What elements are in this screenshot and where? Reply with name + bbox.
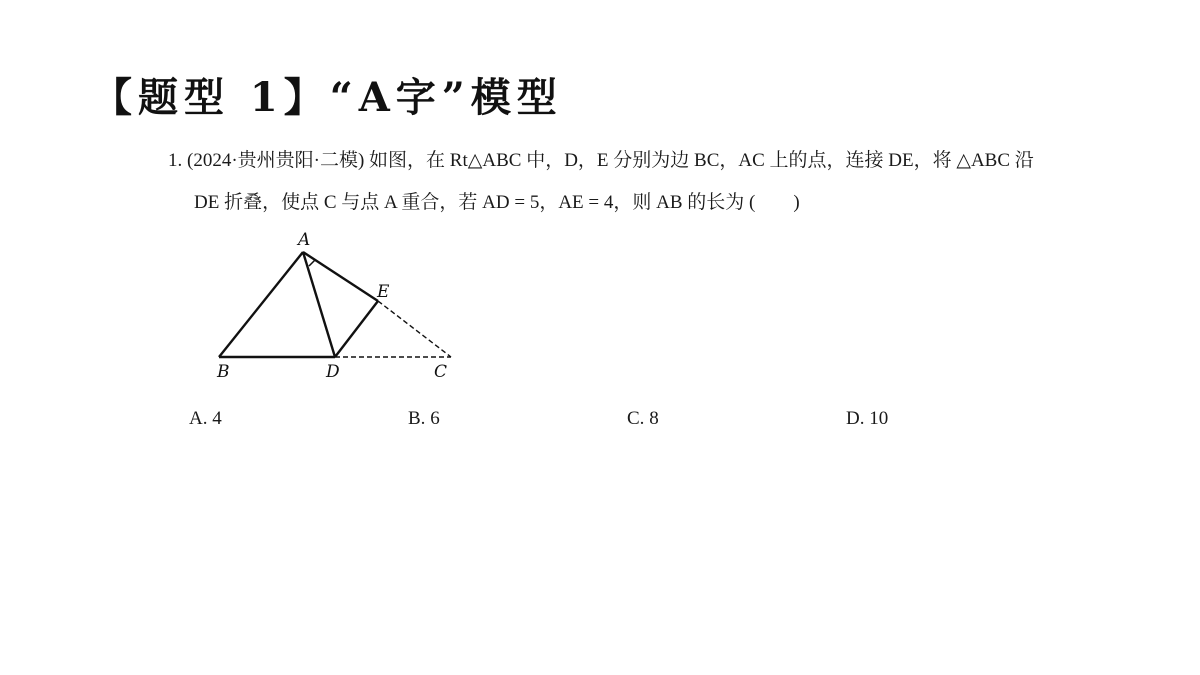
label-D: D — [326, 362, 340, 382]
option-c[interactable] — [627, 408, 659, 430]
option-a-value: 4 — [212, 408, 222, 429]
section-heading: 【题型 1】“A字”模型 — [92, 74, 563, 121]
question-text-line-2: DE 折叠，使点 C 与点 A 重合，若 AD = 5，AE = 4，则 AB 的长为 ( ) — [194, 192, 800, 213]
geometry-figure — [205, 225, 475, 390]
segment-EC-dashed — [378, 301, 451, 357]
segment-DE — [335, 301, 378, 357]
option-d-letter: D. — [846, 408, 865, 429]
label-B: B — [217, 362, 230, 382]
question-text-line-1: 1. (2024·贵州贵阳·二模) 如图，在 Rt△ABC 中，D，E 分别为边 BC，AC 上的点，连接 DE，将 △ABC 沿 — [168, 150, 1034, 171]
option-b-letter: B. — [408, 408, 426, 429]
segment-AB — [219, 252, 303, 357]
segment-AD — [303, 252, 335, 357]
option-d[interactable] — [846, 408, 888, 430]
option-a-letter: A. — [189, 408, 208, 429]
option-c-value: 8 — [649, 408, 659, 429]
option-d-value: 10 — [869, 408, 889, 429]
option-b-value: 6 — [430, 408, 440, 429]
label-A: A — [298, 230, 311, 250]
label-E: E — [377, 282, 390, 302]
label-C: C — [434, 362, 448, 382]
option-a[interactable] — [189, 408, 222, 430]
option-b[interactable] — [408, 408, 440, 430]
right-angle-mark — [309, 256, 315, 266]
option-c-letter: C. — [627, 408, 645, 429]
